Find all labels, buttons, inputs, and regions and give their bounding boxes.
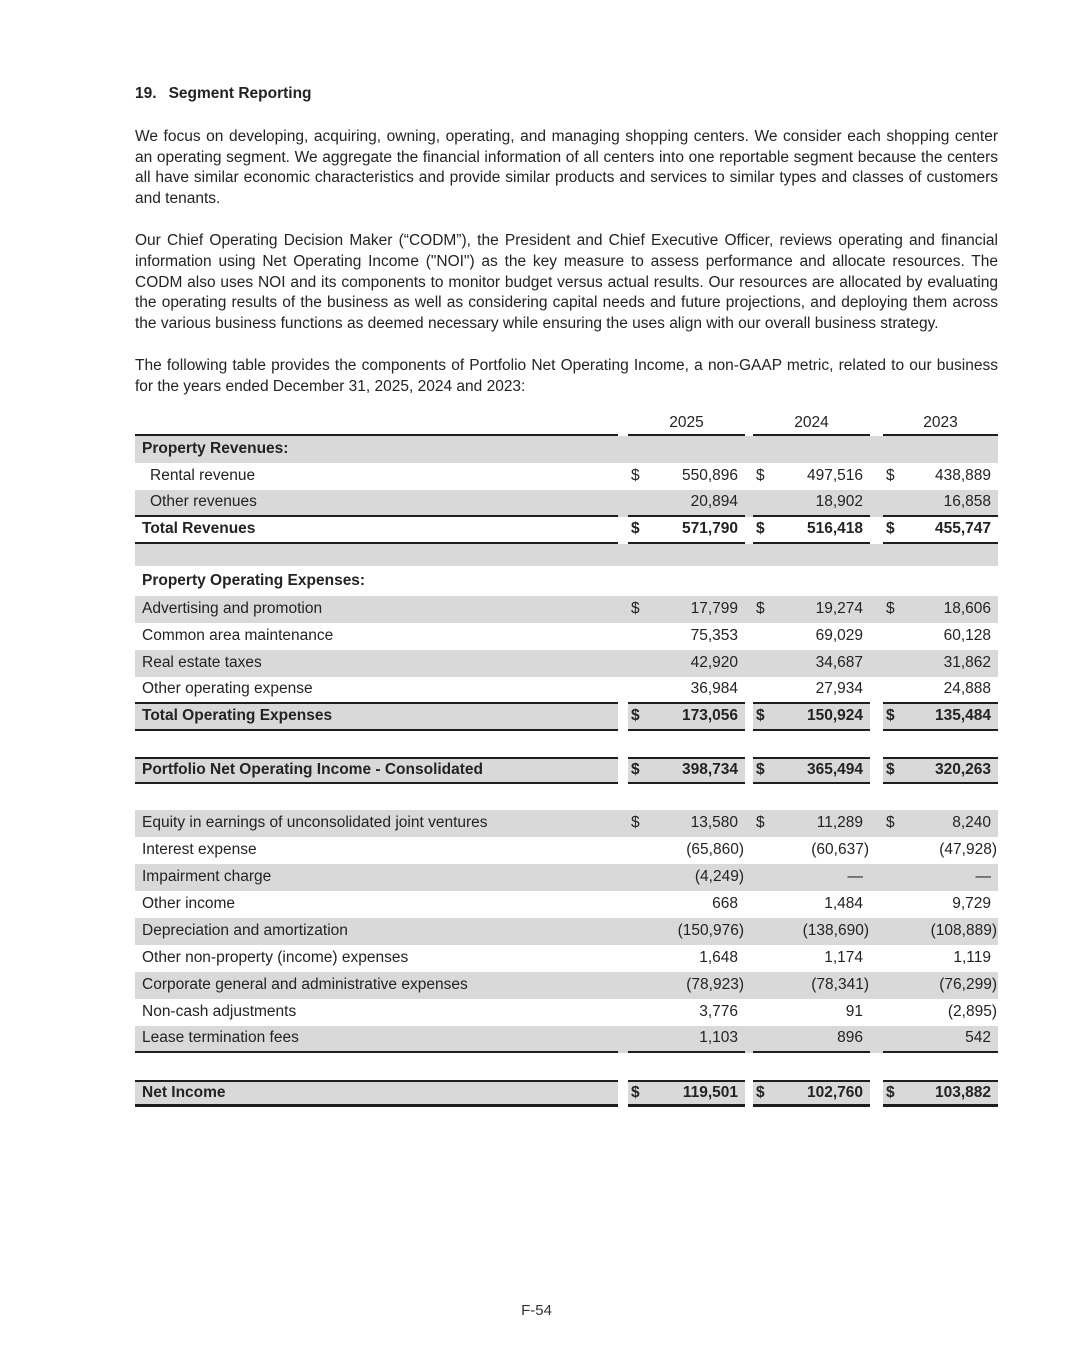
column-gutter — [618, 490, 628, 517]
value-2024: 34,687 — [815, 654, 863, 672]
column-gutter — [870, 596, 883, 623]
value-2023: (108,889) — [930, 922, 997, 940]
table-section-row — [135, 566, 998, 596]
dollar-sign — [883, 918, 903, 945]
value-2023: 135,484 — [903, 704, 998, 731]
dollar-sign — [753, 623, 773, 650]
value-2023: (2,895) — [947, 1003, 997, 1021]
section-title: Segment Reporting — [168, 85, 312, 102]
dollar-sign: $ — [753, 704, 773, 731]
table-row — [135, 1080, 998, 1107]
row-label: Total Revenues — [135, 517, 618, 544]
column-gutter — [870, 891, 883, 918]
value-2025: 75,353 — [690, 627, 738, 645]
column-gutter — [745, 1026, 753, 1053]
row-label: Other operating expense — [135, 677, 618, 704]
column-gutter — [870, 810, 883, 837]
row-label: Advertising and promotion — [142, 600, 323, 618]
value-2023: 320,263 — [903, 757, 998, 784]
column-header-2023: 2023 — [883, 413, 998, 436]
value-2023: 9,729 — [952, 895, 991, 913]
dollar-sign — [628, 650, 648, 677]
table-row — [135, 623, 998, 650]
dollar-sign — [883, 837, 903, 864]
dollar-sign — [753, 918, 773, 945]
column-gutter — [745, 677, 753, 704]
column-gutter — [870, 837, 883, 864]
table-spacer-row — [135, 544, 998, 566]
column-gutter — [745, 596, 753, 623]
value-2023: 542 — [903, 1026, 998, 1053]
column-gutter — [618, 810, 628, 837]
dollar-sign — [628, 623, 648, 650]
dollar-sign: $ — [753, 517, 773, 544]
column-gutter — [745, 704, 753, 731]
dollar-sign: $ — [631, 814, 640, 832]
value-2025: 1,648 — [699, 949, 738, 967]
table-row — [135, 810, 998, 837]
dollar-sign: $ — [883, 704, 903, 731]
dollar-sign — [883, 972, 903, 999]
value-2023: 16,858 — [903, 490, 998, 517]
value-2024: 11,289 — [816, 814, 863, 832]
value-2024: (138,690) — [802, 922, 869, 940]
column-gutter — [618, 757, 628, 784]
value-2025: (4,249) — [694, 868, 744, 886]
dollar-sign — [628, 677, 648, 704]
dollar-sign — [628, 918, 648, 945]
dollar-sign: $ — [886, 600, 895, 618]
table-body — [135, 436, 998, 1107]
column-gutter — [618, 463, 628, 490]
value-2023: — — [975, 868, 991, 886]
row-label: Real estate taxes — [142, 654, 262, 672]
table-row — [135, 864, 998, 891]
column-gutter — [870, 704, 883, 731]
value-2025: 42,920 — [690, 654, 738, 672]
paragraph-codm: Our Chief Operating Decision Maker (“CODM”), the President and Chief Executive Officer, reviews operating and financial information using Net Operating Income ("NOI") as the key measure to assess performance and allocate resources. The CODM also uses NOI and its components to monitor budget versus actual results. Our resources are allocated by evaluating the operating results of the business as well as considering capital needs and future projections, and deploying them across the various business functions as deemed necessary while ensuring the uses align with our overall business strategy. — [135, 232, 998, 332]
row-label: Lease termination fees — [135, 1026, 618, 1053]
column-gutter — [745, 972, 753, 999]
column-gutter — [870, 945, 883, 972]
column-gutter — [618, 1080, 628, 1107]
column-gutter — [870, 623, 883, 650]
column-gutter — [618, 677, 628, 704]
value-2025: 119,501 — [648, 1080, 745, 1107]
value-2025: 173,056 — [648, 704, 745, 731]
column-gutter — [870, 999, 883, 1026]
table-row — [135, 999, 998, 1026]
value-2025: 398,734 — [648, 757, 745, 784]
column-gutter — [618, 891, 628, 918]
dollar-sign: $ — [628, 1080, 648, 1107]
value-2024: 91 — [845, 1003, 863, 1021]
row-label: Other non-property (income) expenses — [142, 949, 409, 967]
column-gutter — [745, 490, 753, 517]
value-2023: 438,889 — [934, 467, 991, 485]
row-label: Non-cash adjustments — [142, 1003, 297, 1021]
value-2025: (78,923) — [686, 976, 744, 994]
dollar-sign — [753, 837, 773, 864]
value-2024: 896 — [773, 1026, 870, 1053]
value-2025: 36,984 — [648, 677, 745, 704]
column-gutter — [618, 704, 628, 731]
dollar-sign — [753, 999, 773, 1026]
dollar-sign — [628, 864, 648, 891]
column-gutter — [745, 945, 753, 972]
dollar-sign — [628, 999, 648, 1026]
paragraph-business-overview: We focus on developing, acquiring, owning, operating, and managing shopping centers. We consider each shopping center an operating segment. We aggregate the financial information of all centers into one reportable segment because the centers all have similar economic characteristics and provide similar products and services to similar types and classes of customers and tenants. — [135, 128, 998, 207]
dollar-sign — [883, 999, 903, 1026]
column-gutter — [870, 1080, 883, 1107]
header-label-spacer — [135, 413, 618, 436]
column-gutter — [745, 810, 753, 837]
column-gutter — [618, 413, 628, 436]
value-2025: (65,860) — [686, 841, 744, 859]
table-row — [135, 596, 998, 623]
column-gutter — [618, 650, 628, 677]
column-gutter — [618, 864, 628, 891]
table-spacer-row — [135, 731, 998, 757]
row-label: Net Income — [135, 1080, 618, 1107]
value-2024: 365,494 — [773, 757, 870, 784]
value-2024: (60,637) — [811, 841, 869, 859]
table-row — [135, 891, 998, 918]
dollar-sign: $ — [753, 1080, 773, 1107]
value-2023: (76,299) — [939, 976, 997, 994]
dollar-sign — [753, 650, 773, 677]
dollar-sign: $ — [756, 600, 765, 618]
column-gutter — [745, 864, 753, 891]
row-label: Corporate general and administrative expenses — [142, 976, 468, 994]
dollar-sign — [883, 864, 903, 891]
row-label: Other revenues — [135, 490, 618, 517]
value-2025: 13,580 — [690, 814, 738, 832]
row-label: Interest expense — [142, 841, 257, 859]
column-gutter — [870, 757, 883, 784]
table-row — [135, 837, 998, 864]
row-label: Other income — [142, 895, 236, 913]
column-gutter — [870, 677, 883, 704]
column-gutter — [745, 517, 753, 544]
value-2025: 550,896 — [681, 467, 738, 485]
value-2023: 18,606 — [943, 600, 991, 618]
row-label: Property Operating Expenses: — [142, 571, 366, 589]
value-2023: 60,128 — [943, 627, 991, 645]
table-header-row — [135, 413, 998, 436]
value-2024: — — [847, 868, 863, 886]
dollar-sign — [883, 1026, 903, 1053]
value-2025: 3,776 — [699, 1003, 738, 1021]
column-gutter — [618, 972, 628, 999]
value-2023: (47,928) — [939, 841, 997, 859]
column-gutter — [745, 463, 753, 490]
value-2025: 20,894 — [648, 490, 745, 517]
dollar-sign — [753, 972, 773, 999]
column-gutter — [870, 413, 883, 436]
dollar-sign: $ — [756, 467, 765, 485]
dollar-sign: $ — [883, 1080, 903, 1107]
column-gutter — [745, 623, 753, 650]
column-gutter — [618, 596, 628, 623]
dollar-sign — [883, 677, 903, 704]
table-row — [135, 757, 998, 784]
paragraph-table-intro: The following table provides the components of Portfolio Net Operating Income, a non-GAAP metric, related to our business for the years ended December 31, 2025, 2024 and 2023: — [135, 357, 998, 395]
page-number: F-54 — [521, 1302, 552, 1319]
dollar-sign: $ — [883, 757, 903, 784]
table-spacer-row — [135, 1053, 998, 1080]
value-2023: 24,888 — [903, 677, 998, 704]
column-gutter — [618, 517, 628, 544]
column-gutter — [618, 918, 628, 945]
value-2024: 516,418 — [773, 517, 870, 544]
section-number: 19. — [135, 85, 157, 102]
column-gutter — [870, 517, 883, 544]
column-gutter — [870, 1026, 883, 1053]
row-label: Property Revenues: — [142, 440, 289, 458]
value-2023: 103,882 — [903, 1080, 998, 1107]
table-row — [135, 490, 998, 517]
dollar-sign: $ — [631, 467, 640, 485]
table-row — [135, 918, 998, 945]
value-2025: (150,976) — [677, 922, 744, 940]
value-2023: 1,119 — [953, 949, 991, 967]
value-2024: (78,341) — [811, 976, 869, 994]
dollar-sign: $ — [628, 757, 648, 784]
table-row — [135, 704, 998, 731]
column-gutter — [745, 413, 753, 436]
dollar-sign: $ — [886, 814, 895, 832]
row-label: Impairment charge — [142, 868, 272, 886]
value-2024: 27,934 — [773, 677, 870, 704]
value-2024: 150,924 — [773, 704, 870, 731]
table-row — [135, 463, 998, 490]
column-gutter — [745, 999, 753, 1026]
dollar-sign — [628, 1026, 648, 1053]
dollar-sign: $ — [883, 517, 903, 544]
column-gutter — [745, 757, 753, 784]
dollar-sign: $ — [756, 814, 765, 832]
page-content — [135, 0, 998, 1107]
column-gutter — [745, 891, 753, 918]
dollar-sign: $ — [628, 704, 648, 731]
column-gutter — [870, 463, 883, 490]
column-gutter — [870, 918, 883, 945]
value-2024: 1,174 — [824, 949, 863, 967]
value-2023: 31,862 — [943, 654, 991, 672]
dollar-sign — [753, 891, 773, 918]
table-row — [135, 972, 998, 999]
column-gutter — [618, 623, 628, 650]
value-2024: 497,516 — [806, 467, 863, 485]
row-label: Equity in earnings of unconsolidated joint ventures — [142, 814, 488, 832]
table-row — [135, 517, 998, 544]
dollar-sign — [753, 490, 773, 517]
column-header-2025: 2025 — [628, 413, 745, 436]
column-gutter — [618, 1026, 628, 1053]
table-spacer-row — [135, 784, 998, 810]
row-label: Total Operating Expenses — [135, 704, 618, 731]
dollar-sign: $ — [753, 757, 773, 784]
table-row — [135, 650, 998, 677]
dollar-sign — [628, 972, 648, 999]
dollar-sign — [753, 945, 773, 972]
portfolio-noi-table — [135, 413, 998, 1107]
dollar-sign — [628, 837, 648, 864]
value-2024: 69,029 — [815, 627, 863, 645]
value-2024: 19,274 — [815, 600, 863, 618]
dollar-sign: $ — [631, 600, 640, 618]
table-section-row — [135, 436, 998, 463]
dollar-sign — [883, 490, 903, 517]
value-2025: 17,799 — [690, 600, 738, 618]
column-gutter — [745, 1080, 753, 1107]
value-2023: 8,240 — [952, 814, 991, 832]
value-2023: 455,747 — [903, 517, 998, 544]
column-gutter — [870, 490, 883, 517]
column-gutter — [745, 918, 753, 945]
dollar-sign — [753, 1026, 773, 1053]
row-label: Depreciation and amortization — [142, 922, 348, 940]
value-2024: 102,760 — [773, 1080, 870, 1107]
row-label: Portfolio Net Operating Income - Consolidated — [135, 757, 618, 784]
section-heading — [135, 85, 998, 103]
dollar-sign — [753, 864, 773, 891]
dollar-sign — [628, 490, 648, 517]
column-gutter — [870, 650, 883, 677]
dollar-sign — [883, 891, 903, 918]
dollar-sign: $ — [886, 467, 895, 485]
column-gutter — [618, 999, 628, 1026]
column-gutter — [745, 837, 753, 864]
column-gutter — [618, 945, 628, 972]
column-gutter — [870, 864, 883, 891]
value-2024: 18,902 — [773, 490, 870, 517]
dollar-sign — [753, 677, 773, 704]
dollar-sign — [883, 650, 903, 677]
table-row — [135, 1026, 998, 1053]
row-label: Rental revenue — [150, 467, 256, 485]
dollar-sign — [628, 891, 648, 918]
value-2025: 1,103 — [648, 1026, 745, 1053]
table-row — [135, 677, 998, 704]
column-gutter — [618, 837, 628, 864]
value-2025: 571,790 — [648, 517, 745, 544]
dollar-sign — [883, 945, 903, 972]
column-gutter — [745, 650, 753, 677]
row-label: Common area maintenance — [142, 627, 334, 645]
column-header-2024: 2024 — [753, 413, 870, 436]
dollar-sign: $ — [628, 517, 648, 544]
dollar-sign — [883, 623, 903, 650]
value-2024: 1,484 — [824, 895, 863, 913]
table-row — [135, 945, 998, 972]
value-2025: 668 — [712, 895, 738, 913]
dollar-sign — [628, 945, 648, 972]
column-gutter — [870, 972, 883, 999]
